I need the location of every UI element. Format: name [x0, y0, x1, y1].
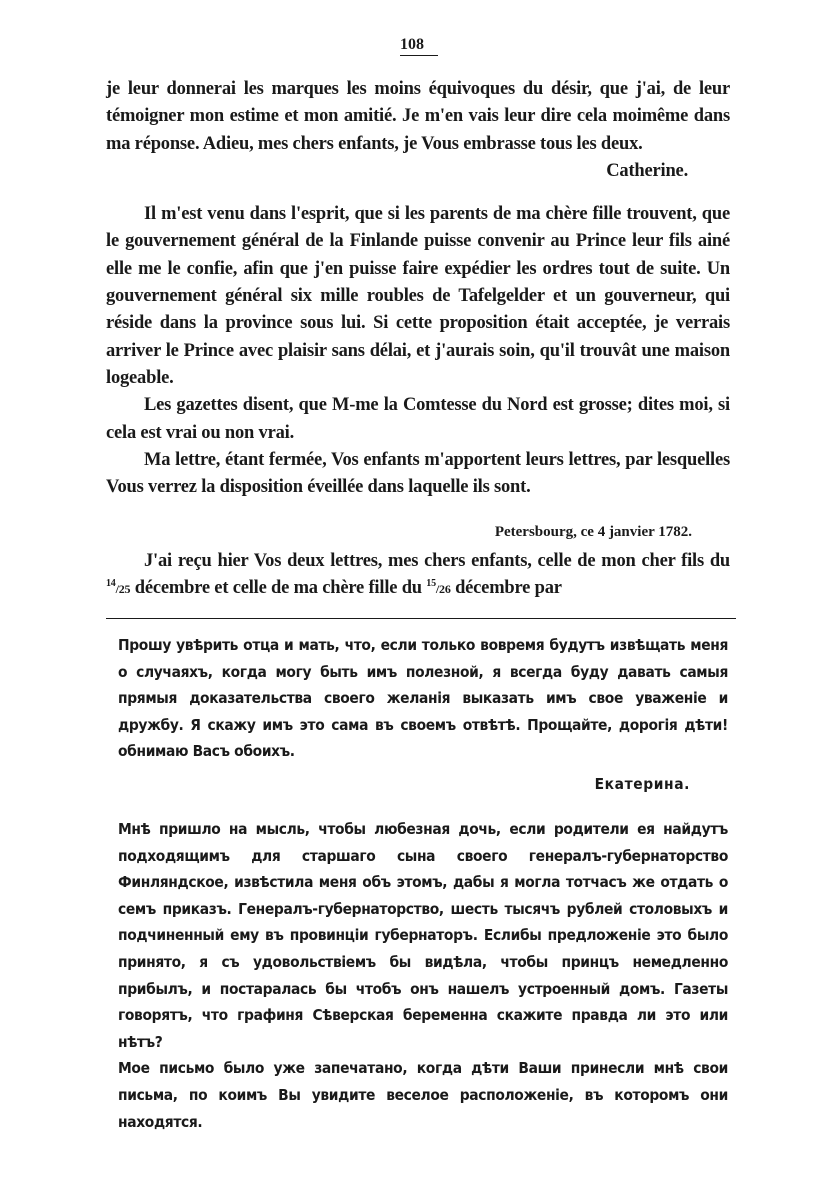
- date-numerator-2: 15: [426, 578, 436, 590]
- date-denominator-2: /26: [435, 582, 451, 597]
- russian-paragraph-1: Прошу увѣрить отца и мать, что, если только вовремя будутъ извѣщать меня о случаяхъ, когда могу быть имъ полезной, я всегда буду давать самыя прямыя доказательства своего желанія выказать имъ свое уваженіе и дружбу. Я скажу имъ это сама въ своемъ отвѣтѣ. Прощайте, дорогія дѣти! обнимаю Васъ обоихъ.: [118, 636, 728, 761]
- russian-text-block: [118, 632, 728, 798]
- russian-paragraph-2: Мнѣ пришло на мысль, чтобы любезная дочь, если родители ея найдутъ подходящимъ для старшаго сына своего генералъ-губернаторство Финляндское, извѣстила меня объ этомъ, дабы я могла тотчасъ же отдать о семъ приказъ. Генералъ-губернаторство, шесть тысячъ рублей столовыхъ и подчиненный ему въ провинціи губернаторъ. Еслибы предложеніе это было принято, я съ удовольствіемъ бы видѣла, чтобы принцъ немедленно прибылъ, и постаралась бы чтобъ онъ нашелъ устроенный домъ. Газеты говорятъ, что графиня Сѣверская беременна скажите правда ли это или нѣтъ?: [118, 820, 728, 1051]
- page-number-text: 108: [400, 36, 438, 56]
- footnote-divider: [106, 618, 736, 619]
- french-paragraph-5-part-c: décembre par: [450, 578, 562, 599]
- russian-paragraph-3: Мое письмо было уже запечатано, когда дѣти Ваши принесли мнѣ свои письма, по коимъ Вы увидите веселое расположеніе, въ которомъ они находятся.: [118, 1059, 728, 1131]
- french-text-block: [106, 76, 730, 501]
- french-paragraph-2: Il m'est venu dans l'esprit, que si les parents de ma chère fille trouvent, que le gouvernement général de la Finlande puisse convenir au Prince leur fils ainé elle me le confie, afin que j'en puisse faire expédier les ordres tout de suite. Un gouvernement général six mille roubles de Tafelgelder et un gouverneur, qui réside dans la province sous lui. Si cette proposition était acceptée, je verrais arriver le Prince avec plaisir sans délai, et j'aurais soin, qu'il trouvât une maison logeable.: [106, 204, 730, 388]
- french-signature: Catherine.: [606, 160, 688, 181]
- dateline: Petersbourg, ce 4 janvier 1782.: [494, 524, 692, 540]
- page-number: [0, 36, 838, 56]
- french-paragraph-5-part-b: décembre et celle de ma chère fille du: [130, 578, 427, 599]
- french-continuation-block: [106, 548, 730, 604]
- russian-text-block-2: [118, 816, 728, 1135]
- french-paragraph-4: Ma lettre, étant fermée, Vos enfants m'apportent leurs lettres, par lesquelles Vous verrez la disposition éveillée dans laquelle ils sont.: [106, 449, 730, 498]
- date-denominator-1: /25: [115, 582, 131, 597]
- french-paragraph-5-part-a: J'ai reçu hier Vos deux lettres, mes chers enfants, celle de mon cher fils du: [144, 551, 730, 571]
- french-paragraph-1: je leur donnerai les marques les moins équivoques du désir, que j'ai, de leur témoigner mon estime et mon amitié. Je m'en vais leur dire cela moimême dans ma réponse. Adieu, mes chers enfants, je Vous embrasse tous les deux.: [106, 79, 730, 154]
- french-paragraph-5: [106, 548, 730, 604]
- french-paragraph-3: Les gazettes disent, que M-me la Comtesse du Nord est grosse; dites moi, si cela est vrai ou non vrai.: [106, 395, 730, 443]
- russian-signature: Екатерина.: [594, 774, 690, 793]
- date-numerator-1: 14: [106, 578, 116, 590]
